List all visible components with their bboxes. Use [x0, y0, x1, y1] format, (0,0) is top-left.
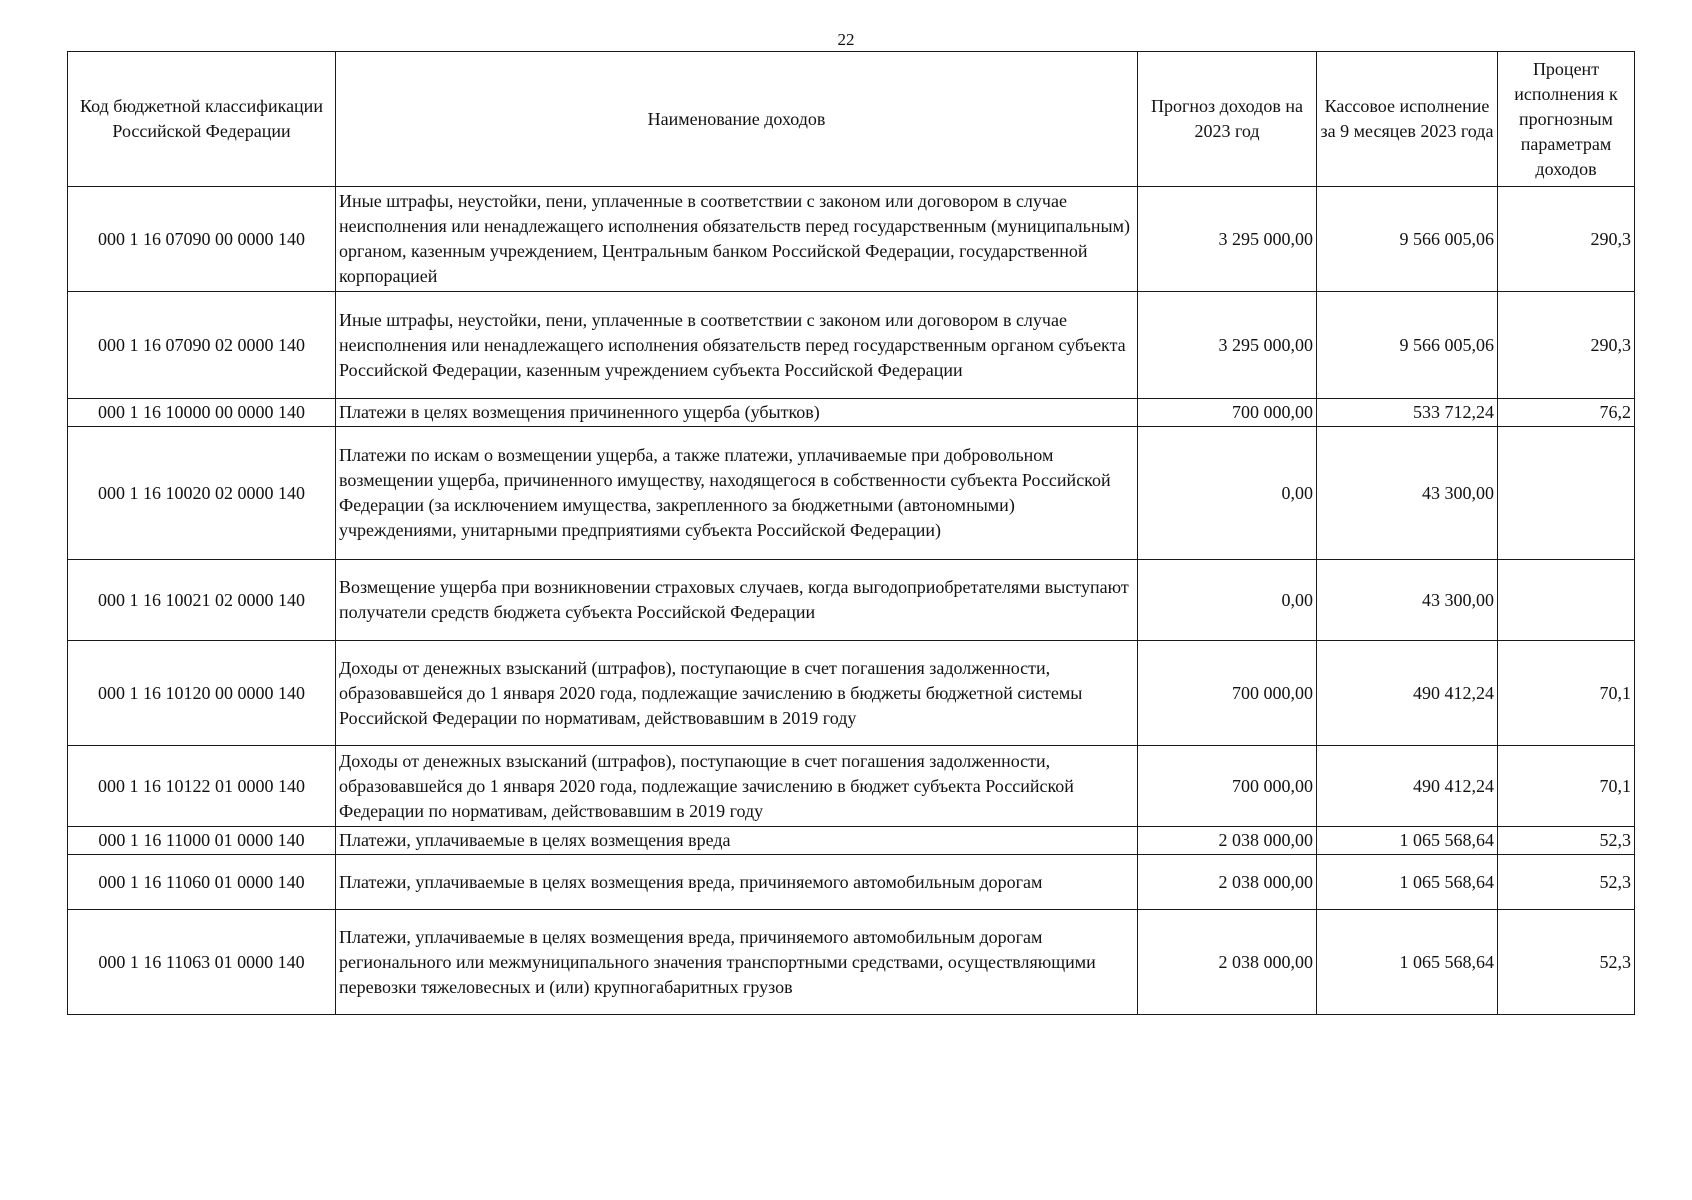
row-cash: 43 300,00 [1317, 560, 1498, 641]
row-name: Иные штрафы, неустойки, пени, уплаченные в соответствии с законом или договором в случае неисполнения или ненадлежащего исполнения обязательств перед государственным (муниципальным) органом, казенным учреждением, Центральным банком Российской Федерации, государственной корпорацией [336, 187, 1138, 292]
row-name: Платежи в целях возмещения причиненного ущерба (убытков) [336, 399, 1138, 427]
page-number: 22 [837, 30, 855, 49]
table-row [68, 746, 1635, 827]
row-cash: 1 065 568,64 [1317, 827, 1498, 855]
row-code: 000 1 16 11060 01 0000 140 [68, 855, 336, 910]
row-percent: 52,3 [1498, 827, 1635, 855]
row-percent: 52,3 [1498, 855, 1635, 910]
row-name: Доходы от денежных взысканий (штрафов), поступающие в счет погашения задолженности, образовавшейся до 1 января 2020 года, подлежащие зачислению в бюджет субъекта Российской Федерации по нормативам, действовавшим в 2019 году [336, 746, 1138, 827]
row-forecast: 2 038 000,00 [1138, 827, 1317, 855]
row-percent: 52,3 [1498, 910, 1635, 1015]
row-cash: 533 712,24 [1317, 399, 1498, 427]
row-forecast: 0,00 [1138, 427, 1317, 560]
row-name: Платежи, уплачиваемые в целях возмещения вреда [336, 827, 1138, 855]
row-code: 000 1 16 10020 02 0000 140 [68, 427, 336, 560]
row-code: 000 1 16 10120 00 0000 140 [68, 641, 336, 746]
row-forecast: 2 038 000,00 [1138, 910, 1317, 1015]
header-percent: Процент исполнения к прогнозным параметрам доходов [1498, 52, 1635, 187]
row-code: 000 1 16 11000 01 0000 140 [68, 827, 336, 855]
row-percent: 70,1 [1498, 746, 1635, 827]
row-code: 000 1 16 07090 02 0000 140 [68, 292, 336, 399]
table-row [68, 292, 1635, 399]
row-code: 000 1 16 11063 01 0000 140 [68, 910, 336, 1015]
row-name: Платежи по искам о возмещении ущерба, а также платежи, уплачиваемые при добровольном возмещении ущерба, причиненного имуществу, находящегося в собственности субъекта Российской Федерации (за исключением имущества, закрепленного за бюджетными (автономными) учреждениями, унитарными предприятиями субъекта Российской Федерации) [336, 427, 1138, 560]
row-cash: 490 412,24 [1317, 641, 1498, 746]
row-name: Платежи, уплачиваемые в целях возмещения вреда, причиняемого автомобильным дорогам [336, 855, 1138, 910]
row-name: Платежи, уплачиваемые в целях возмещения вреда, причиняемого автомобильным дорогам регионального или межмуниципального значения транспортными средствами, осуществляющими перевозки тяжеловесных и (или) крупногабаритных грузов [336, 910, 1138, 1015]
table-row [68, 910, 1635, 1015]
row-percent: 290,3 [1498, 187, 1635, 292]
row-forecast: 700 000,00 [1138, 746, 1317, 827]
row-cash: 9 566 005,06 [1317, 187, 1498, 292]
row-forecast: 0,00 [1138, 560, 1317, 641]
row-forecast: 700 000,00 [1138, 641, 1317, 746]
revenue-table [67, 51, 1635, 1015]
table-row [68, 641, 1635, 746]
row-code: 000 1 16 10021 02 0000 140 [68, 560, 336, 641]
table-row [68, 560, 1635, 641]
table-row [68, 427, 1635, 560]
row-name: Иные штрафы, неустойки, пени, уплаченные в соответствии с законом или договором в случае неисполнения или ненадлежащего исполнения обязательств перед государственным органом субъекта Российской Федерации, казенным учреждением субъекта Российской Федерации [336, 292, 1138, 399]
row-forecast: 2 038 000,00 [1138, 855, 1317, 910]
header-code: Код бюджетной классификации Российской Федерации [68, 52, 336, 187]
row-code: 000 1 16 07090 00 0000 140 [68, 187, 336, 292]
row-cash: 9 566 005,06 [1317, 292, 1498, 399]
header-cash: Кассовое исполнение за 9 месяцев 2023 года [1317, 52, 1498, 187]
header-forecast: Прогноз доходов на 2023 год [1138, 52, 1317, 187]
row-code: 000 1 16 10000 00 0000 140 [68, 399, 336, 427]
header-name: Наименование доходов [336, 52, 1138, 187]
row-forecast: 3 295 000,00 [1138, 187, 1317, 292]
row-percent: 290,3 [1498, 292, 1635, 399]
table-row [68, 855, 1635, 910]
table-row [68, 399, 1635, 427]
row-percent: 76,2 [1498, 399, 1635, 427]
table-row [68, 187, 1635, 292]
row-code: 000 1 16 10122 01 0000 140 [68, 746, 336, 827]
row-forecast: 3 295 000,00 [1138, 292, 1317, 399]
table-row [68, 827, 1635, 855]
row-name: Возмещение ущерба при возникновении страховых случаев, когда выгодоприобретателями выступают получатели средств бюджета субъекта Российской Федерации [336, 560, 1138, 641]
row-cash: 43 300,00 [1317, 427, 1498, 560]
row-percent [1498, 427, 1635, 560]
row-forecast: 700 000,00 [1138, 399, 1317, 427]
row-percent [1498, 560, 1635, 641]
row-cash: 1 065 568,64 [1317, 910, 1498, 1015]
row-cash: 490 412,24 [1317, 746, 1498, 827]
row-name: Доходы от денежных взысканий (штрафов), поступающие в счет погашения задолженности, образовавшейся до 1 января 2020 года, подлежащие зачислению в бюджеты бюджетной системы Российской Федерации по нормативам, действовавшим в 2019 году [336, 641, 1138, 746]
row-percent: 70,1 [1498, 641, 1635, 746]
row-cash: 1 065 568,64 [1317, 855, 1498, 910]
table-header-row [68, 52, 1635, 187]
